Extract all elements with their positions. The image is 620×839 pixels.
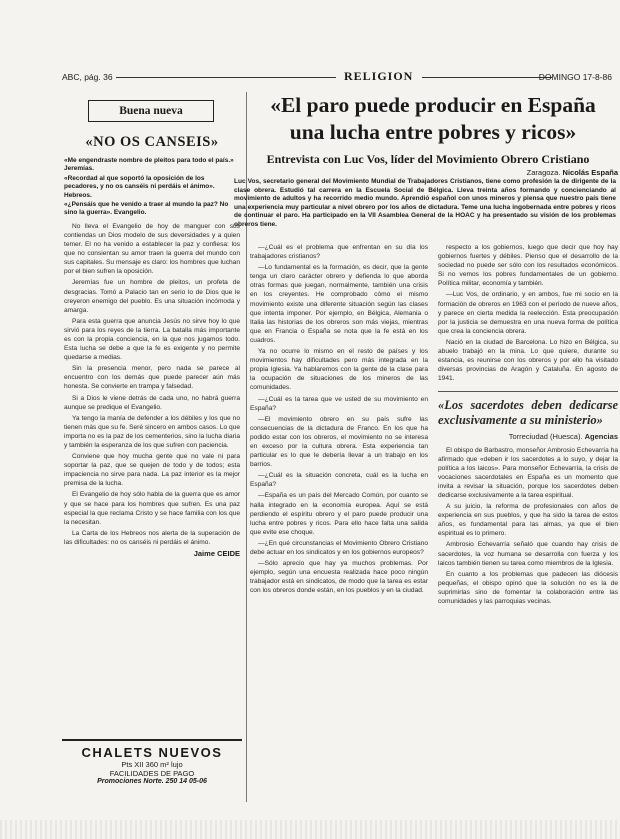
paragraph: La Carta de los Hebreos nos alerta de la superación de las dificultades: no os canséis ni perdáis el ánimo. — [64, 529, 240, 546]
paragraph: Jeremías fue un hombre de pleitos, un profeta de desgracias. Tomó a Palacio tan en serio lo de Dios que le creyeron enemigo del pueblo. Es una situación incómoda y amarga. — [64, 279, 240, 314]
ad-financing: FACILIDADES DE PAGO — [109, 769, 195, 778]
ad-promoter: Promociones Norte. 250 14 05-06 — [97, 778, 207, 785]
paragraph: —¿Cuál es la tarea que ve usted de su movimiento en España? — [250, 395, 428, 412]
paragraph: En cuanto a los problemas que padecen las diócesis pequeñas, el obispo opinó que la solución no es la de suprimirlas sino de fomentar la colaboración entre las comunidades y las parroquias vecinas. — [438, 570, 618, 605]
left-column — [64, 100, 240, 558]
paragraph: El obispo de Barbastro, monseñor Ambrosio Echevarría ha afirmado que «deben ir los sacerdotes a lo suyo, y dejar la política a los laicos». Para monseñor Echevarría, la crisis de vocaciones sacerdotales en España es un momento que invita a revisar la situación, porque los sacerdotes deben dedicarse exclusivamente a la tarea espiritual. — [438, 446, 618, 499]
paragraph: —¿En qué circunstancias el Movimiento Obrero Cristiano debe actuar en los sindicatos y en los gobiernos europeos? — [250, 539, 428, 556]
scan-footer-strip — [0, 820, 620, 839]
headline-line-1: «El paro puede producir en España — [270, 93, 596, 117]
paragraph: Ya tengo la manía de defender a los débiles y los que no tienen más que su fe. Seré sincero en ambos casos. Lo que importa no es la paz de los cementerios, sino la lucha diaria y también la esperanza de los que sufren con paciencia. — [64, 414, 240, 449]
article-column-1 — [250, 243, 428, 597]
section-title: RELIGION — [344, 69, 414, 83]
paragraph: respecto a los gobiernos, luego que decir que hoy hay gobiernos fuertes y débiles. Pienso que el desarrollo de la sociedad no puede ser sólo con los resultados económicos. Si no vemos los pobres fundamentales de un gobierno. Política militar, economía y también. — [438, 244, 618, 288]
secondary-byline-agency: Agencias — [584, 432, 618, 442]
advertisement — [62, 739, 242, 807]
header-date: DOMINGO 17-8-86 — [538, 72, 612, 82]
paragraph: Ya no ocurre lo mismo en el resto de países y los movimientos hay dificultades pero más integrada en la propia Iglesia. Ya hablaremos con la gente de la clase para la ocupación de situaciones de los mineros de las comunidades. — [250, 348, 428, 392]
header-rule-right — [422, 77, 552, 78]
ad-price: Pts XII 360 m² lujo — [121, 760, 183, 769]
column-box-title: Buena nueva — [88, 100, 214, 122]
article-headline — [246, 92, 620, 146]
article-column-2 — [438, 243, 618, 608]
header-rule-left — [116, 77, 336, 78]
byline-place: Zaragoza. — [526, 168, 561, 177]
column-body — [64, 222, 240, 547]
article-subhead: Entrevista con Luc Vos, líder del Movimiento Obrero Cristiano — [266, 152, 590, 166]
article-lead: Luc Vos, secretario general del Movimiento Mundial de Trabajadores Cristianos, tiene como profesión la de dirigente de la clase obrera. Estudió tal carrera en la Escuela Social de Bélgica. Lleva treinta años formando y concienciando al movimiento de adultos y ha recorrido medio mundo. Aprendió español con unos mineros y piensa que nuestro país tiene una experiencia muy particular a nivel obrero por los años de dictadura. Teme una lucha ingobernada entre pobres y ricos de continuar el paro. Ha participado en la VII Asamblea General de la HOAC y ha presentado su visión de los problemas obreros tiene. — [234, 178, 616, 228]
paragraph: —Sólo aprecio que hay ya muchos problemas. Por ejemplo, según una encuesta realizada hace poco ningún trabajador está en sindicatos, de modo que la tarea es estar con los obreros donde están, en los pueblos y en la ciudad. — [250, 560, 428, 595]
secondary-byline — [438, 432, 618, 441]
headline-line-2: una lucha entre pobres y ricos» — [289, 120, 577, 144]
paragraph: A su juicio, la reforma de profesionales con años de experiencia en sus pueblos, y que ha sido la tarea de estos años, es fundamental para las almas, ya que el bien espiritual es lo primero. — [438, 503, 618, 538]
column-author: Jaime CEIDE — [193, 549, 240, 559]
paragraph: El Evangelio de hoy sólo habla de la guerra que es amor y que se hace para los hombres que sufren. Es una paz especial la que reclama Cristo y se hace familia con los que la necesitan. — [64, 491, 240, 526]
epigraph-quotes — [64, 157, 240, 218]
paragraph: Si a Dios le viene detrás de cada uno, no habrá guerra aunque se predique el Evangelio. — [64, 394, 240, 411]
column-title: «NO OS CANSEIS» — [85, 134, 219, 150]
paragraph: Ambrosio Echevarría señaló que cuando hay crisis de sacerdotes, la voz humana se desarrolla con fuerza y los laicos también tienen su tarea como miembros de la Iglesia. — [438, 541, 618, 567]
page-number: ABC, pág. 36 — [62, 72, 113, 82]
paragraph: No lleva el Evangelio de hoy de manguer con sus contiendas un Dios modelo de sus deversidades y a quien temer. El no ha venido a establecer la paz y confiesa: los que no consientan su amor traen la guerra del mundo con sus capitales. Su mensaje es claro: los hombres que luchan por el bien sufren la oposición. — [64, 222, 240, 276]
paragraph: —El movimiento obrero en su país sufre las consecuencias de la dictadura de Franco. En los que ha podido estar con los obreros, el movimiento no se interesa en exceso por la cultura obrera. Esta experiencia tan particular es lo que le debería llevar a un trabajo en los barrios. — [250, 415, 428, 469]
quote: «Recordad al que soportó la oposición de los pecadores, y no os canséis ni perdáis el ánimo». Hebreos. — [64, 174, 215, 199]
paragraph: —España es un país del Mercado Común, por cuanto se halla integrado en la economía europea. Aquí se está perdiendo el espíritu obrero y el paro puede producir una lucha entre pobres y ricos. Para ello hace falta una salida que evite ese choque. — [250, 492, 428, 536]
secondary-headline: «Los sacerdotes deben dedicarse exclusivamente a su ministerio» — [438, 391, 618, 428]
byline-author: Nicolás España — [562, 168, 618, 177]
paragraph: —Luc Vos, de ordinario, y en ambos, fue mi socio en la formación de obreros en 1963 con el período de nueve años, y parece en cierta medida la reelección. Esta preocupación por la justicia se demuestra en una nueva forma de política que crea la conciencia obrera. — [438, 291, 618, 335]
running-header — [62, 70, 614, 84]
ad-title: CHALETS NUEVOS — [81, 745, 223, 760]
secondary-byline-place: Torreciudad (Huesca). — [508, 432, 583, 442]
paragraph: Sin la presencia menor, pero nada se parece al encuentro con los demás que puede parecer aún más honesta. Se convierte en trampa y falsedad. — [64, 365, 240, 391]
paragraph: Conviene que hoy mucha gente que no vale ni para soportar la paz, que se quejen de todo y de todos; esta impaciencia no sirve para nada. La paz interior es la mejor premisa de la lucha. — [64, 453, 240, 488]
paragraph: —¿Cuál es la situación concreta, cuál es la lucha en España? — [250, 472, 428, 489]
paragraph: —Lo fundamental es la formación, es decir, que la gente tenga un claro carácter obrero y defienda lo que aborda otras formas que juegan, normalmente, también una crisis en los creyentes. He comprobado cómo el mismo movimiento existe una diferente situación según las clases que intenta imponer. Por ejemplo, en Bélgica, Alemania o Italia las historias de los obreros son más viejas, mientras que en Francia o España se nota que la fe está en los cuadros. — [250, 264, 428, 344]
article-byline — [250, 168, 618, 177]
quote: «Me engendraste nombre de pleitos para todo el país.» Jeremías. — [64, 157, 234, 173]
quote: «¿Pensáis que he venido a traer al mundo la paz? No sino la guerra». Evangelio. — [64, 201, 229, 217]
paragraph: —¿Cuál es el problema que enfrentan en su día los trabajadores cristianos? — [250, 244, 428, 261]
paragraph: Para esta guerra que anuncia Jesús no sirve hoy lo que sirvió para los reyes de la tierra. La batalla más importante es con la propia conciencia, en la que nos jugamos todo. Esta lucha se debe a que la fe es exigente y no permite quedarse a medias. — [64, 317, 240, 362]
paragraph: Nació en la ciudad de Barcelona. Lo hizo en Bélgica, su abuelo trabajó en la mina. Lo que quiere, durante su estancia, es reunirse con los obreros y por ello ha visitado diversas provincias de Aragón y Cataluña. En agosto de 1941. — [438, 338, 618, 383]
